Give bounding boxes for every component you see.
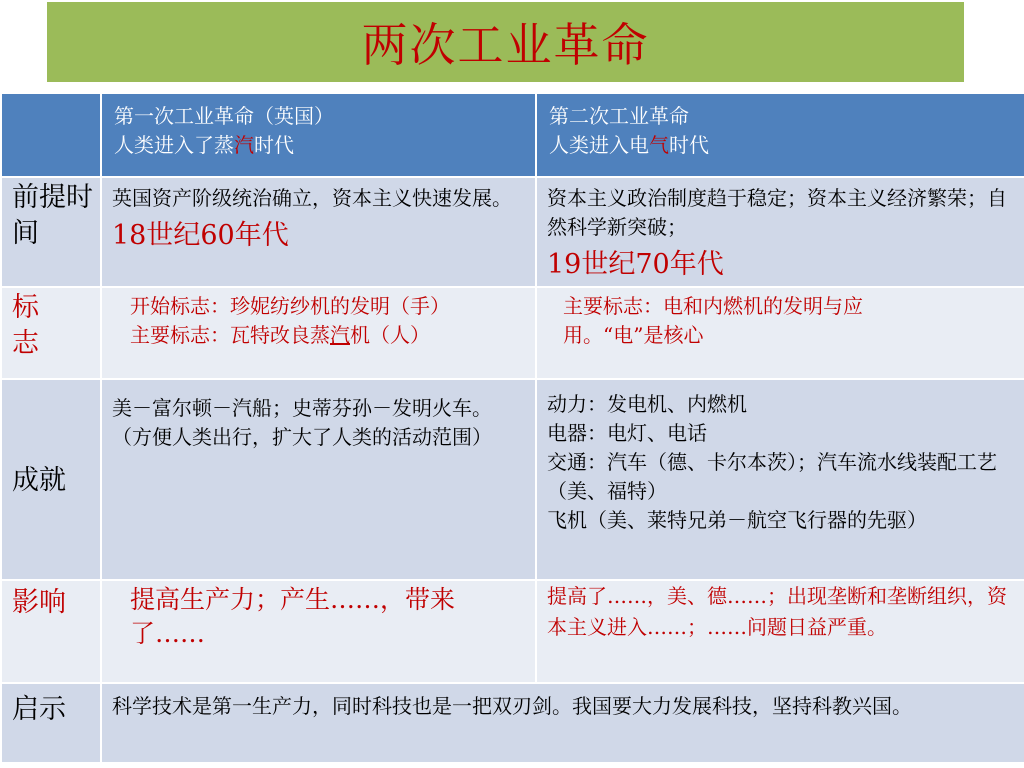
achievement-second-list <box>537 380 1024 535</box>
cell-insight <box>101 683 1024 763</box>
symbol-first-line2-a: 主要标志：瓦特改良蒸 <box>130 323 330 347</box>
table-row-insight <box>1 683 1024 763</box>
comparison-table <box>0 92 1024 764</box>
achievement-aircraft: 飞机（美、莱特兄弟－航空飞行器的先驱） <box>547 508 927 532</box>
header-second-revolution <box>536 93 1024 177</box>
header-second-line2-highlight: 气 <box>649 133 669 157</box>
cell-premise-second <box>536 177 1024 287</box>
header-first-line1: 第一次工业革命（英国） <box>114 104 334 128</box>
cell-achievement-first <box>101 379 536 580</box>
cell-symbol-second <box>536 287 1024 379</box>
row-label-premise <box>1 177 101 287</box>
premise-second-time: 19世纪70年代 <box>547 249 724 280</box>
table-row-premise <box>1 177 1024 287</box>
header-first-line2-a: 人类进入了蒸 <box>114 133 234 157</box>
table-row-impact <box>1 580 1024 683</box>
premise-first-time: 18世纪60年代 <box>112 220 289 251</box>
row-label-symbol-text: 标志 <box>12 292 39 359</box>
row-label-achievement-text: 成就 <box>12 464 66 496</box>
symbol-first-line2 <box>102 321 535 350</box>
row-label-impact-text: 影响 <box>12 587 66 618</box>
achievement-transport: 交通：汽车（德、卡尔本茨）；汽车流水线装配工艺（美、福特） <box>547 450 997 503</box>
cell-symbol-first <box>101 287 536 379</box>
symbol-first-line2-c: 机（人） <box>350 323 430 347</box>
cell-impact-first <box>101 580 536 683</box>
title-banner <box>47 2 964 82</box>
row-label-impact <box>1 580 101 683</box>
symbol-first-line2-underlined: 汽 <box>330 323 350 347</box>
row-label-insight <box>1 683 101 763</box>
impact-second-text: 提高了……，美、德……；出现垄断和垄断组织，资本主义进入……；……问题日益严重。 <box>547 584 1007 639</box>
impact-first-text: 提高生产力；产生……，带来了…… <box>130 585 456 648</box>
achievement-appliances: 电器：电灯、电话 <box>547 421 707 445</box>
table-row-symbol <box>1 287 1024 379</box>
cell-achievement-second <box>536 379 1024 580</box>
table-header-row <box>1 93 1024 177</box>
insight-text: 科学技术是第一生产力，同时科技也是一把双刃剑。我国要大力发展科技，坚持科教兴国。 <box>112 694 912 718</box>
row-label-achievement <box>1 379 101 580</box>
header-second-line2-c: 时代 <box>669 133 709 157</box>
page-title: 两次工业革命 <box>361 18 650 72</box>
cell-impact-second <box>536 580 1024 683</box>
cell-premise-first <box>101 177 536 287</box>
premise-first-text: 英国资产阶级统治确立，资本主义快速发展。 <box>112 186 512 210</box>
symbol-second-text: 主要标志：电和内燃机的发明与应用。“电”是核心 <box>563 294 863 347</box>
header-second-line1: 第二次工业革命 <box>549 104 689 128</box>
header-first-revolution <box>101 93 536 177</box>
achievement-first-text: 美－富尔顿－汽船；史蒂芬孙－发明火车。（方便人类出行，扩大了人类的活动范围） <box>112 396 492 449</box>
header-corner-cell <box>1 93 101 177</box>
achievement-power: 动力：发电机、内燃机 <box>547 392 747 416</box>
row-label-premise-text: 前提时间 <box>12 182 93 249</box>
header-second-line2 <box>549 131 1024 160</box>
header-first-line2-c: 时代 <box>254 133 294 157</box>
symbol-first-line1: 开始标志：珍妮纺纱机的发明（手） <box>130 294 450 318</box>
row-label-symbol <box>1 287 101 379</box>
header-first-line2 <box>114 131 535 160</box>
table-row-achievement <box>1 379 1024 580</box>
row-label-insight-text: 启示 <box>12 694 66 725</box>
premise-second-text: 资本主义政治制度趋于稳定；资本主义经济繁荣；自然科学新突破； <box>547 186 1007 239</box>
header-first-line2-highlight: 汽 <box>234 133 254 157</box>
header-second-line2-a: 人类进入电 <box>549 133 649 157</box>
